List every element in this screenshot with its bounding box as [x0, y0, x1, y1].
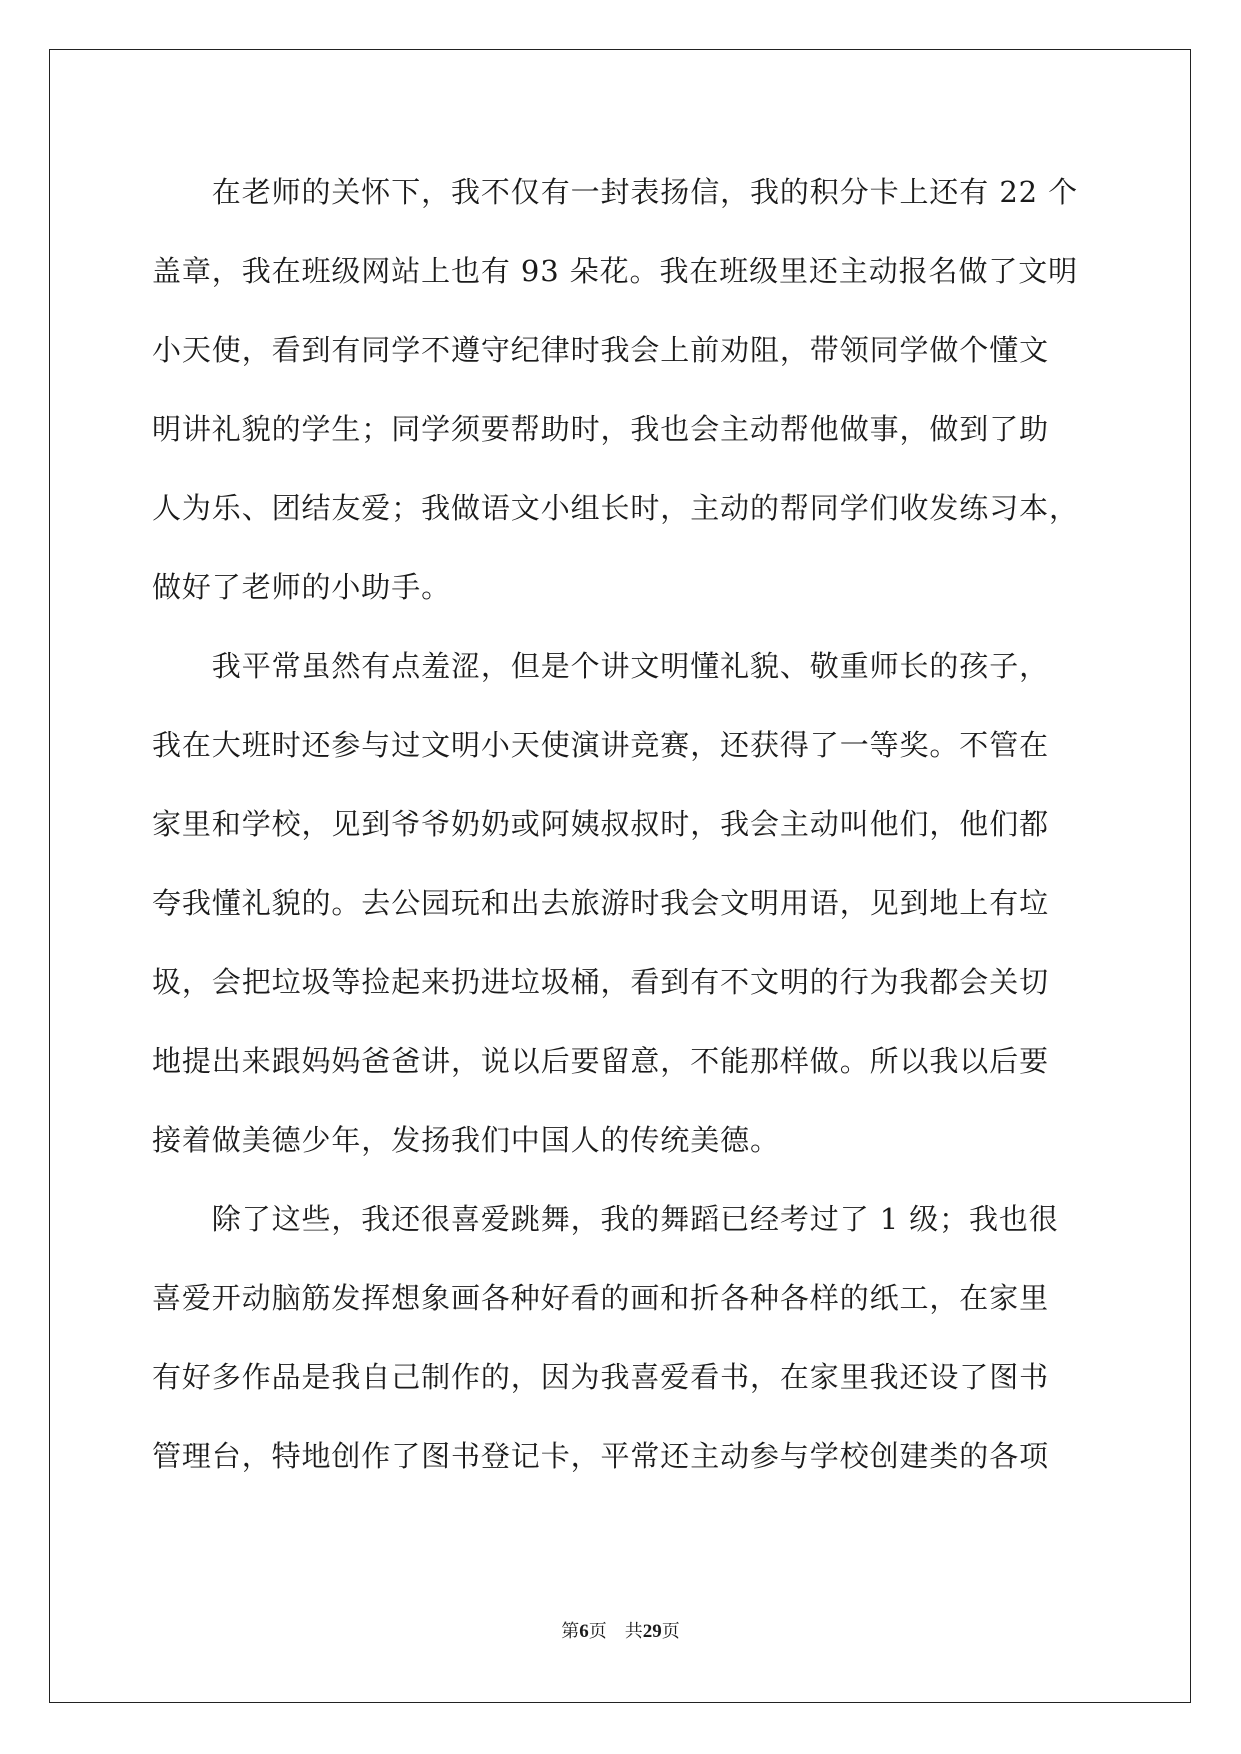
total-pages: 29 [642, 1621, 662, 1642]
text-line: 我平常虽然有点羞涩，但是个讲文明懂礼貌、敬重师长的孩子， [152, 649, 1050, 683]
text-line: 喜爱开动脑筋发挥想象画各种好看的画和折各种各样的纸工，在家里 [152, 1281, 1050, 1315]
text-line: 盖章，我在班级网站上也有 93 朵花。我在班级里还主动报名做了文明 [152, 254, 1079, 288]
text-line: 做好了老师的小助手。 [152, 570, 452, 604]
total-suffix: 页 [661, 1621, 680, 1642]
text-line: 我在大班时还参与过文明小天使演讲竞赛，还获得了一等奖。不管在 [152, 728, 1050, 762]
text-line: 在老师的关怀下，我不仅有一封表扬信，我的积分卡上还有 22 个 [152, 175, 1079, 209]
text-line: 圾，会把垃圾等捡起来扔进垃圾桶，看到有不文明的行为我都会关切 [152, 965, 1050, 999]
text-line: 地提出来跟妈妈爸爸讲，说以后要留意，不能那样做。所以我以后要 [152, 1044, 1050, 1078]
text-line: 家里和学校，见到爷爷奶奶或阿姨叔叔时，我会主动叫他们，他们都 [152, 807, 1050, 841]
text-line: 夸我懂礼貌的。去公园玩和出去旅游时我会文明用语，见到地上有垃 [152, 886, 1050, 920]
text-line: 接着做美德少年，发扬我们中国人的传统美德。 [152, 1123, 780, 1157]
text-line: 小天使，看到有同学不遵守纪律时我会上前劝阻，带领同学做个懂文 [152, 333, 1050, 367]
text-line: 管理台，特地创作了图书登记卡，平常还主动参与学校创建类的各项 [152, 1439, 1050, 1473]
text-line: 人为乐、团结友爱；我做语文小组长时，主动的帮同学们收发练习本， [152, 491, 1079, 525]
page-suffix: 页 [588, 1621, 607, 1642]
page-footer [0, 1620, 1241, 1644]
text-line: 除了这些，我还很喜爱跳舞，我的舞蹈已经考过了 1 级；我也很 [152, 1202, 1059, 1236]
total-prefix: 共 [624, 1621, 643, 1642]
text-line: 明讲礼貌的学生；同学须要帮助时，我也会主动帮他做事，做到了助 [152, 412, 1050, 446]
text-line: 有好多作品是我自己制作的，因为我喜爱看书，在家里我还设了图书 [152, 1360, 1050, 1394]
page-number: 6 [579, 1621, 589, 1642]
page-prefix: 第 [561, 1621, 580, 1642]
